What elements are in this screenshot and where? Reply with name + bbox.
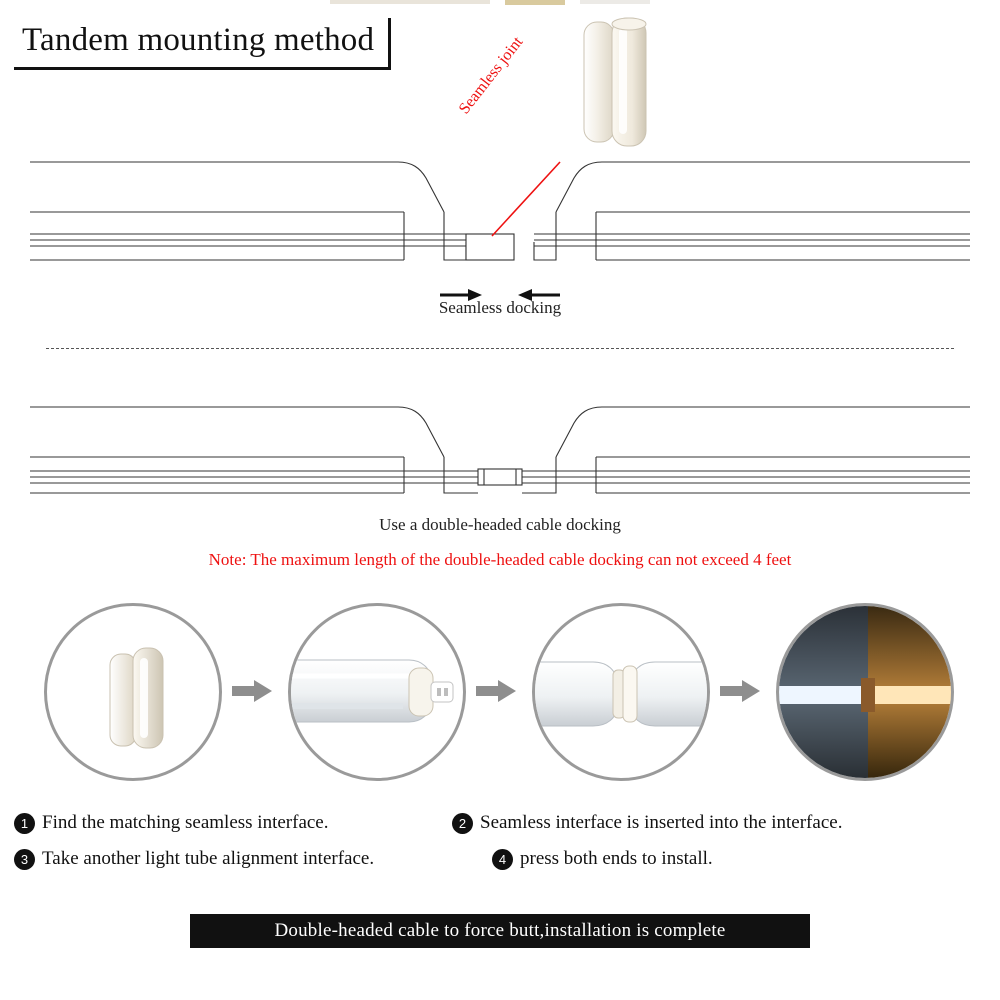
double-headed-caption: Use a double-headed cable docking [379,515,621,534]
page-title: Tandem mounting method [14,18,391,70]
step-3-illustration [532,603,710,781]
tandem-diagram-cable [0,395,1000,515]
max-length-note: Note: The maximum length of the double-headed cable docking can not exceed 4 feet [208,550,792,569]
bottom-banner: Double-headed cable to force butt,installation is complete [190,914,810,948]
step-item-4 [492,848,713,870]
step-number-1: 1 [14,813,35,834]
steps-row-2 [0,848,1000,884]
step-text-1: Find the matching seamless interface. [42,812,329,833]
step-item-2 [452,812,842,834]
seamless-docking-caption: Seamless docking [438,298,562,317]
step-item-1 [14,812,329,834]
step-number-2: 2 [452,813,473,834]
step-number-4: 4 [492,849,513,870]
seamless-joint-label: Seamless joint [455,33,527,118]
arrow-right-icon [476,680,516,702]
tandem-diagram-seamless [0,150,1000,310]
pointer-line-icon [492,162,560,236]
steps-text-block [0,812,1000,884]
top-artifact-strip [330,0,670,6]
steps-row-1 [0,812,1000,848]
arrow-right-icon [232,680,272,702]
step-text-3: Take another light tube alignment interface. [42,848,375,869]
step-4-illustration [776,603,954,781]
arrow-right-icon [720,680,760,702]
step-2-illustration [288,603,466,781]
step-text-4: press both ends to install. [520,848,713,869]
step-text-2: Seamless interface is inserted into the interface. [480,812,843,833]
step-item-3 [14,848,374,870]
step-1-illustration [44,603,222,781]
steps-illustration-row [0,598,1000,788]
section-divider [46,348,954,349]
step-number-3: 3 [14,849,35,870]
connector-illustration-top [570,14,666,150]
